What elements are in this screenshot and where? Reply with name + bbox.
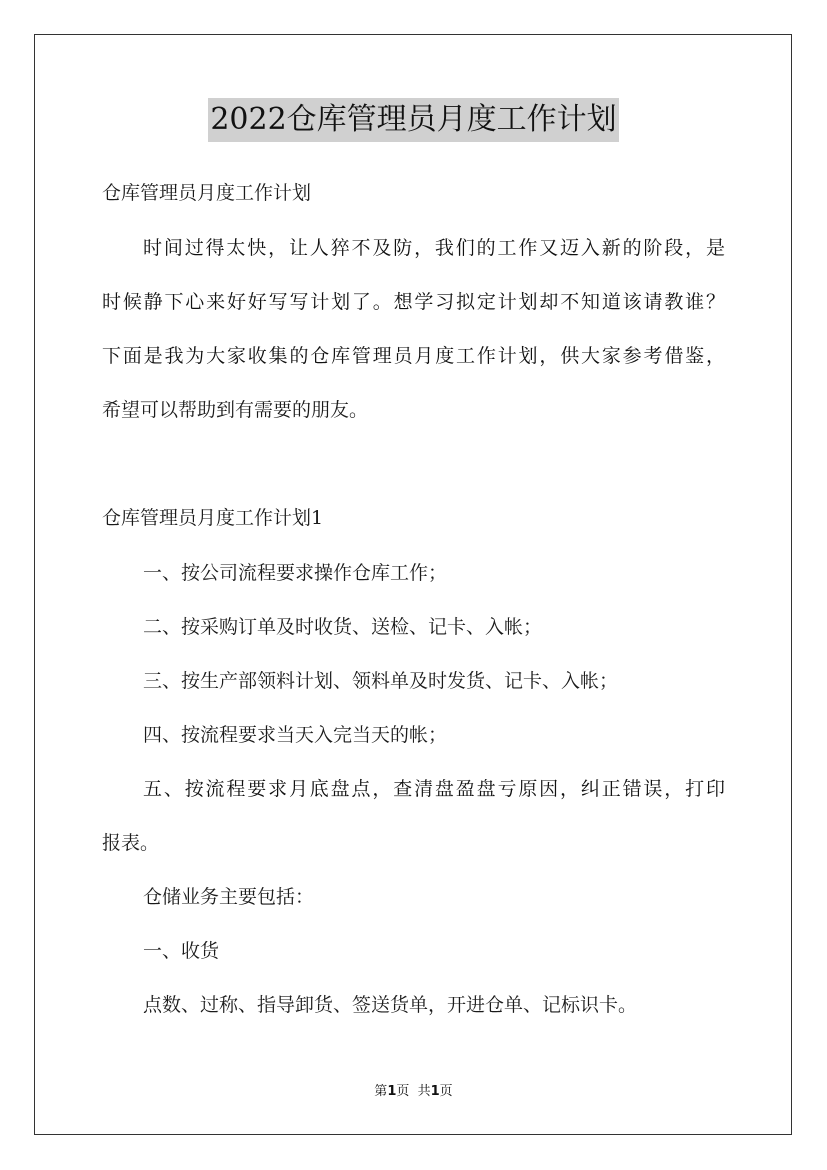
storage-heading: 仓储业务主要包括：	[143, 886, 315, 908]
item-3: 三、按生产部领料计划、领料单及时发货、记卡、入帐；	[143, 670, 619, 692]
intro-line-4: 希望可以帮助到有需要的朋友。	[102, 399, 369, 421]
footer-page-total: 1	[430, 1084, 440, 1099]
item-2: 二、按采购订单及时收货、送检、记卡、入帐；	[143, 616, 543, 638]
footer-label-mid: 页 共	[396, 1084, 431, 1099]
footer-label-pre: 第	[374, 1084, 388, 1099]
intro-line-2: 时候静下心来好好写写计划了。想学习拟定计划却不知道该请教谁？	[102, 291, 725, 313]
document-title: 2022仓库管理员月度工作计划	[208, 98, 618, 142]
footer-label-post: 页	[439, 1084, 453, 1099]
intro-heading: 仓库管理员月度工作计划	[102, 182, 312, 204]
intro-line-3: 下面是我为大家收集的仓库管理员月度工作计划，供大家参考借鉴，	[102, 345, 725, 367]
receiving-text: 点数、过称、指导卸货、签送货单，开进仓单、记标识卡。	[143, 994, 638, 1016]
title-wrap	[0, 98, 827, 142]
item-5-line-2: 报表。	[102, 832, 160, 854]
item-1: 一、按公司流程要求操作仓库工作；	[143, 562, 448, 584]
footer-page-current: 1	[387, 1084, 397, 1099]
item-5-line-1: 五、按流程要求月底盘点，查清盘盈盘亏原因，纠正错误，打印	[143, 778, 725, 800]
intro-line-1: 时间过得太快，让人猝不及防，我们的工作又迈入新的阶段，是	[143, 237, 725, 259]
page-footer	[0, 1083, 827, 1101]
section1-heading: 仓库管理员月度工作计划1	[102, 507, 324, 529]
item-4: 四、按流程要求当天入完当天的帐；	[143, 724, 448, 746]
receiving-heading: 一、收货	[143, 940, 220, 962]
